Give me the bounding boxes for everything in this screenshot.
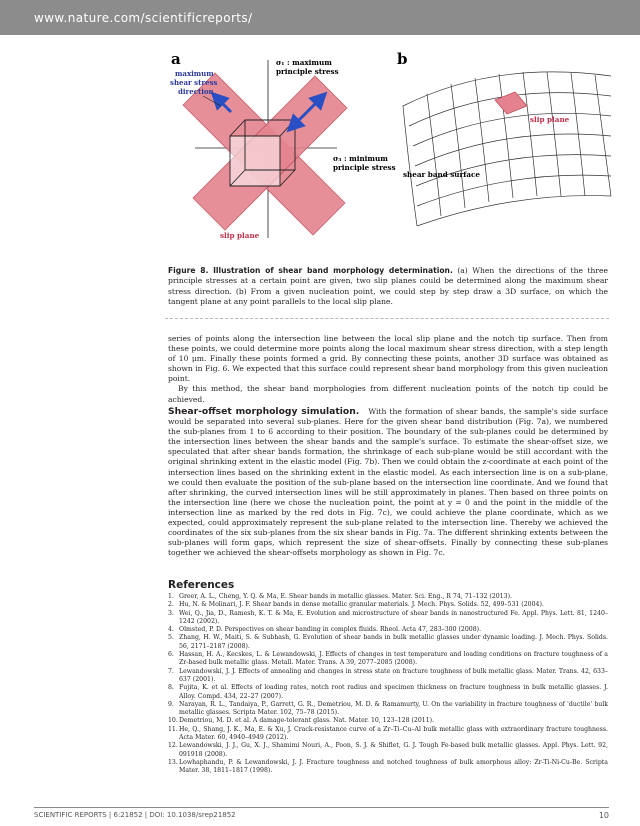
body-text-section — [168, 407, 608, 558]
reference-text[interactable]: Narayan, R. L., Tandaiya, P., Garrett, G. R., Demetriou, M. D. & Ramamurty, U. On the variability in fracture toughness of 'ductile' bulk metallic glasses. Scripta Mater. 102, 75–78 (2015). — [179, 700, 608, 717]
reference-item — [168, 701, 608, 718]
reference-item — [168, 726, 608, 743]
site-header-bar — [0, 0, 640, 35]
footer — [34, 811, 609, 819]
caption-title: Figure 8. Illustration of shear band morphology determination. — [168, 266, 453, 275]
reference-number: 12. — [168, 742, 178, 750]
reference-text[interactable]: Wei, Q., Jia, D., Ramesh, K. T. & Ma, E. Evolution and microstructure of shear bands in nanostructured Fe. Appl. Phys. Lett. 81, 1240–1242 (2002). — [179, 609, 608, 625]
max-shear-label-3: direction — [178, 87, 214, 96]
section-heading: Shear-offset morphology simulation. — [168, 406, 360, 417]
reference-text[interactable]: Lewandowski, J. J. Effects of annealing and changes in stress state on fracture toughness of bulk metallic glass. Mater. Trans. 42, 633–637 (2001). — [179, 667, 608, 683]
reference-item — [168, 634, 608, 651]
slip-plane-label-a: slip plane — [220, 231, 260, 240]
reference-number: 13. — [168, 758, 178, 766]
reference-text[interactable]: Lewandowski, J. J., Gu, X. J., Shamimi Nouri, A., Poon, S. J. & Shiflet, G. J. Tough Fe-based bulk metallic glasses. Appl. Phys. Lett. 92, 091918 (2008). — [179, 742, 608, 758]
max-shear-label-1: maximum — [175, 69, 214, 78]
reference-text[interactable]: Olmsted, P. D. Perspectives on shear banding in complex fluids. Rheol. Acta 47, 283–300 (2008). — [179, 626, 482, 634]
reference-text[interactable]: Lowhaphandu, P. & Lewandowski, J. J. Fracture toughness and notched toughness of bulk amorphous alloy: Zr-Ti-Ni-Cu-Be. Scripta Mater. 38, 1811–1817 (1998). — [179, 758, 608, 775]
paragraph-3-wrap — [168, 407, 608, 558]
caption-text: (a) When the directions of the three principle stresses at a certain point are given, two slip planes could be determined along the maximum shear stress direction. (b) From a given nucleation point, we could step by step draw a 3D surface, on which the tangent plane at any point parallels to the local slip plane. — [168, 266, 608, 306]
reference-text[interactable]: He, Q., Shang, J. K., Ma, E. & Xu, J. Crack-resistance curve of a Zr–Ti–Cu–Al bulk metallic glass with extraordinary fracture toughness. Acta Mater. 60, 4940–4949 (2012). — [179, 725, 608, 742]
reference-text[interactable]: Fujita, K. et al. Effects of loading rates, notch root radius and specimen thickness on fracture toughness in bulk metallic glasses. J. Alloy. Compd. 434, 22–27 (2007). — [179, 684, 608, 700]
body-text-top — [168, 334, 608, 405]
sigma3-label: σ₃ : minimum — [333, 154, 388, 163]
references-list — [168, 593, 608, 776]
reference-item — [168, 668, 608, 685]
sigma1-label-2: principle stress — [276, 67, 339, 76]
reference-number: 4. — [168, 626, 174, 634]
footer-rule — [34, 807, 609, 808]
max-shear-label-2: shear stress — [170, 78, 218, 87]
reference-number: 8. — [168, 684, 174, 692]
reference-number: 10. — [168, 717, 178, 725]
figure-caption — [168, 266, 608, 307]
reference-text[interactable]: Demetriou, M. D. et al. A damage-tolerant glass. Nat. Mater. 10, 123–128 (2011). — [179, 717, 435, 725]
reference-number: 1. — [168, 593, 174, 600]
reference-item — [168, 742, 608, 759]
paragraph-1: series of points along the intersection line between the local slip plane and the notch tip surface. Then from these points, we could determine more points along the local maximum shear stress direction, with a step length of 10 μm. Finally these points formed a grid. By connecting these points, another 3D surface was obtained as shown in Fig. 6. We expected that this surface could represent shear band morphology from this given nucleation point. — [168, 334, 608, 384]
sigma3-label-2: principle stress — [333, 163, 396, 172]
reference-text[interactable]: Zhang, H. W., Maiti, S. & Subhash, G. Evolution of shear bands in bulk metallic glasses under dynamic loading. J. Mech. Phys. Solids. 56, 2171–2187 (2008). — [179, 634, 608, 650]
footer-journal: SCIENTIFIC REPORTS | 6:21852 | DOI: 10.1038/srep21852 — [34, 811, 236, 819]
references-heading: References — [168, 579, 235, 591]
reference-item — [168, 684, 608, 701]
page-number: 10 — [598, 811, 609, 820]
paragraph-3: With the formation of shear bands, the sample's side surface would be separated into several sub-planes. Here for the given shear band distribution (Fig. 7a), we numbered the sub-planes from 1 to 6 according to their position. The boundary of the sub-planes could be determined by the intersection lines between the shear bands and the sample's surface. To estimate the shear-offset size, we speculated that after shear bands formation, the shrinkage of each sub-plane would be still accordant with the original shrinking extent in the elastic model (Fig. 7b). Then we could obtain the z-coordinate at each point of the intersection lines based on the shrinking extent in the elastic model. As each intersection line is on a sub-plane, we could then evaluate the position of the sub-plane based on the intersection line coordinate. And we found that after shrinking, the curved intersection lines will be still approximately in planes. Then based on three points on the intersection line (here we chose the nucleation point, the point at y = 0 and the point in the middle of the intersection line as marked by the red dots in Fig. 7c), we could achieve the plane coordinate, which as we expected, could approximately represent the sub-plane related to the intersection line. Thereby we achieved the coordinates of the six sub-planes from the six shear bands in Fig. 7a. The different shrinking extents between the sub-planes will form gaps, which represent the size of shear-offsets. Finally by connecting these sub-planes together we achieved the shear-offsets morphology as shown in Fig. 7c. — [168, 407, 609, 558]
slip-plane-label-b: slip plane — [530, 115, 570, 124]
reference-item — [168, 651, 608, 668]
reference-number: 7. — [168, 667, 174, 675]
reference-text[interactable]: Hu, N. & Molinari, J. F. Shear bands in dense metallic granular materials. J. Mech. Phys. Solids. 52, 499–531 (2004). — [179, 601, 544, 609]
sigma1-label: σ₁ : maximum — [276, 58, 332, 67]
panel-b-label: b — [397, 50, 408, 68]
reference-number: 2. — [168, 601, 174, 609]
site-url[interactable]: www.nature.com/scientificreports/ — [34, 11, 253, 25]
reference-item — [168, 626, 608, 634]
panel-a-label: a — [171, 50, 181, 68]
reference-number: 3. — [168, 609, 174, 617]
paragraph-2: By this method, the shear band morphologies from different nucleation points of the notch tip could be achieved. — [168, 384, 608, 404]
reference-text[interactable]: Hassan, H. A., Kecskes, L. & Lewandowski, J. Effects of changes in test temperature and loading conditions on fracture toughness of a Zr-based bulk metallic glass. Metall. Mater. Trans. A 39, 2077–2085 (2008). — [179, 651, 608, 667]
reference-number: 5. — [168, 634, 174, 642]
section-divider — [165, 318, 609, 319]
reference-item — [168, 717, 608, 725]
reference-number: 11. — [168, 725, 178, 733]
reference-number: 6. — [168, 651, 174, 659]
shear-band-surface-label: shear band surface — [403, 170, 480, 179]
figure-8 — [165, 48, 615, 258]
reference-number: 9. — [168, 700, 174, 708]
reference-item — [168, 759, 608, 776]
reference-item — [168, 593, 608, 601]
reference-item — [168, 601, 608, 609]
slip-plane-patch — [495, 92, 527, 114]
reference-item — [168, 610, 608, 627]
reference-text[interactable]: Greer, A. L., Cheng, Y. Q. & Ma, E. Shear bands in metallic glasses. Mater. Sci. Eng., R 74, 71–132 (2013). — [179, 593, 512, 600]
